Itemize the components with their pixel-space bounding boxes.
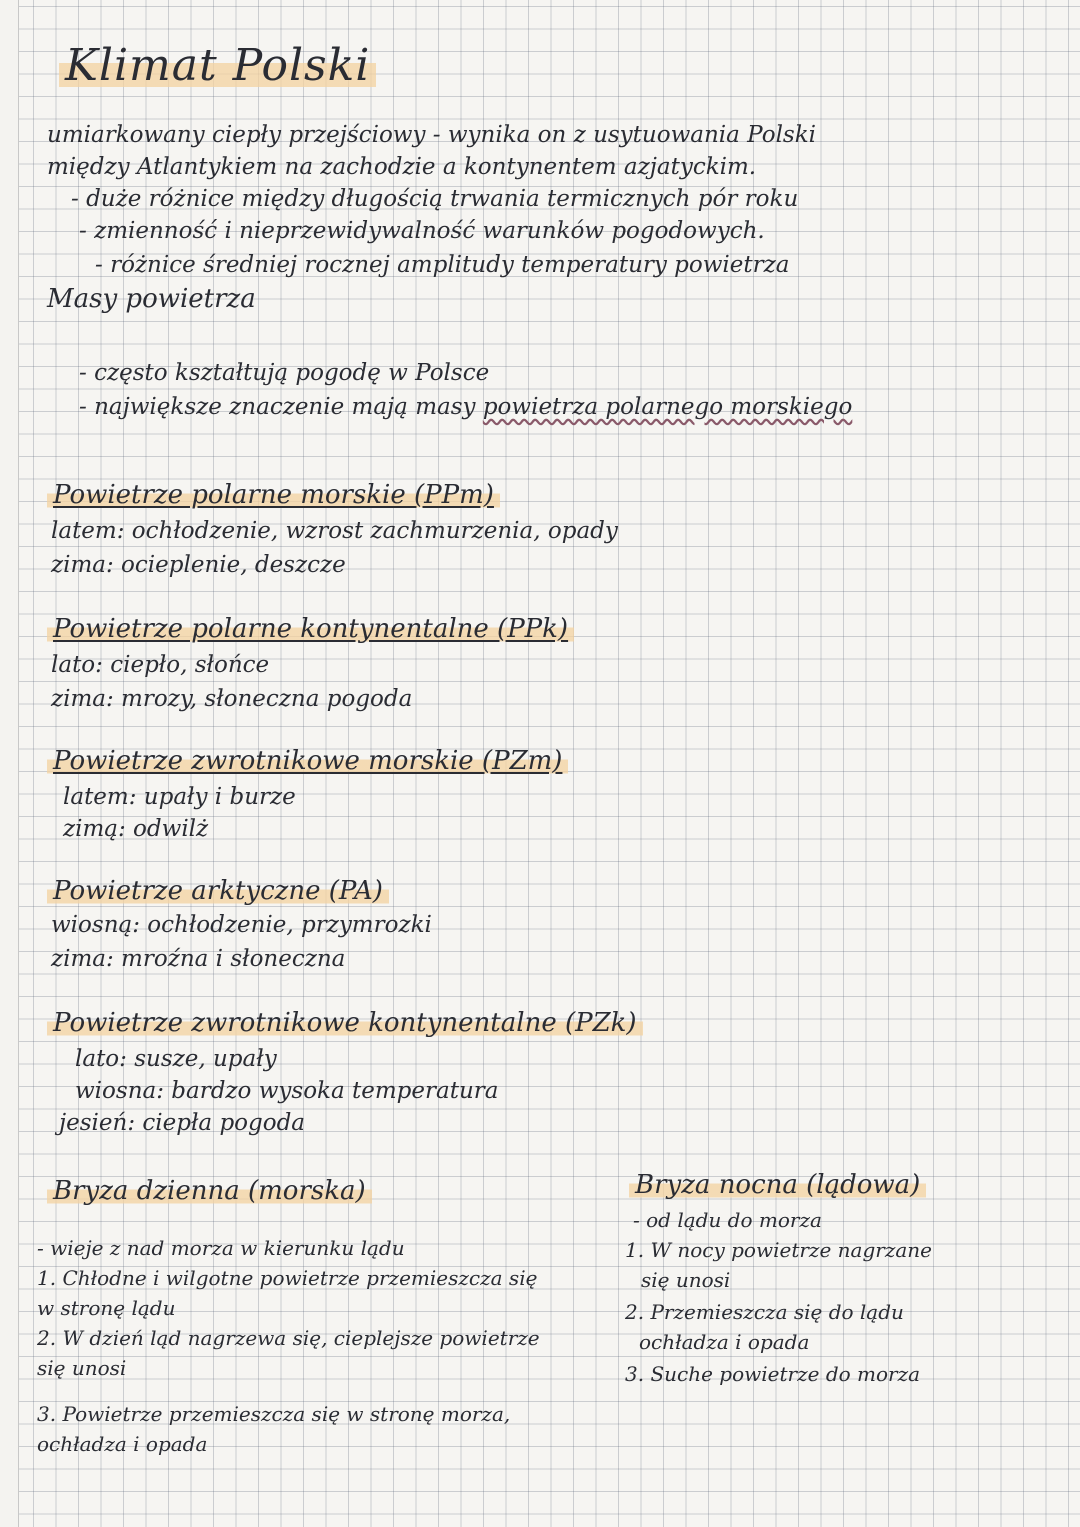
pzm-line-1: latem: upały i burze — [63, 784, 296, 810]
pzk-line-3: jesień: ciepła pogoda — [59, 1110, 306, 1136]
pa-line-1: wiosną: ochłodzenie, przymrozki — [51, 912, 432, 938]
bryza-nocna-heading: Bryza nocna (lądowa) — [629, 1170, 926, 1200]
bryza-dzienna-line-3: w stronę lądu — [37, 1296, 176, 1320]
pzk-line-1: lato: susze, upały — [75, 1046, 277, 1072]
bryza-nocna-line-4: 2. Przemieszcza się do lądu — [625, 1300, 904, 1324]
ppm-line-2: zima: ocieplenie, deszcze — [51, 552, 346, 578]
intro-line-2: między Atlantykiem na zachodzie a kontynentem azjatyckim. — [47, 154, 757, 180]
ppk-line-2: zima: mrozy, słoneczna pogoda — [51, 686, 413, 712]
bryza-dzienna-heading: Bryza dzienna (morska) — [47, 1176, 372, 1206]
pzk-line-2: wiosna: bardzo wysoka temperatura — [75, 1078, 499, 1104]
ppk-heading: Powietrze polarne kontynentalne (PPk) — [47, 614, 574, 644]
masy-bullet-1: - często kształtują pogodę w Polsce — [79, 360, 490, 386]
pzk-heading: Powietrze zwrotnikowe kontynentalne (PZk) — [47, 1008, 643, 1038]
intro-line-1: umiarkowany ciepły przejściowy - wynika on z usytuowania Polski — [47, 122, 817, 148]
bryza-nocna-line-5: ochładza i opada — [639, 1330, 810, 1354]
bryza-dzienna-line-2: 1. Chłodne i wilgotne powietrze przemieszcza się — [37, 1266, 538, 1290]
page-title: Klimat Polski — [59, 40, 376, 91]
intro-line-4: - zmienność i nieprzewidywalność warunków pogodowych. — [79, 218, 765, 244]
notebook-page — [18, 0, 1080, 1527]
emphasized-phrase: powietrza polarnego morskiego — [482, 394, 853, 420]
intro-line-3: - duże różnice między długością trwania termicznych pór roku — [71, 186, 799, 212]
pzm-line-2: zimą: odwilż — [63, 816, 209, 842]
bryza-dzienna-line-7: ochładza i opada — [37, 1432, 208, 1456]
ppm-heading: Powietrze polarne morskie (PPm) — [47, 480, 500, 510]
ppk-line-1: lato: ciepło, słońce — [51, 652, 270, 678]
pzm-heading: Powietrze zwrotnikowe morskie (PZm) — [47, 746, 568, 776]
bryza-nocna-line-2: 1. W nocy powietrze nagrzane — [625, 1238, 933, 1262]
ppm-line-1: latem: ochłodzenie, wzrost zachmurzenia, opady — [51, 518, 618, 544]
intro-line-5: - różnice średniej rocznej amplitudy temperatury powietrza — [95, 252, 790, 278]
bryza-dzienna-line-5: się unosi — [37, 1356, 127, 1380]
bryza-nocna-line-3: się unosi — [641, 1268, 731, 1292]
bryza-dzienna-line-1: - wieje z nad morza w kierunku lądu — [37, 1236, 405, 1260]
bryza-dzienna-line-4: 2. W dzień ląd nagrzewa się, cieplejsze powietrze — [37, 1326, 540, 1350]
masy-heading: Masy powietrza — [47, 284, 256, 314]
bryza-nocna-line-6: 3. Suche powietrze do morza — [625, 1362, 921, 1386]
bryza-dzienna-line-6: 3. Powietrze przemieszcza się w stronę morza, — [37, 1402, 511, 1426]
masy-bullet-2: - największe znaczenie mają masy powietrza polarnego morskiego — [79, 394, 853, 420]
pa-heading: Powietrze arktyczne (PA) — [47, 876, 389, 906]
bryza-nocna-line-1: - od lądu do morza — [633, 1208, 822, 1232]
pa-line-2: zima: mroźna i słoneczna — [51, 946, 346, 972]
